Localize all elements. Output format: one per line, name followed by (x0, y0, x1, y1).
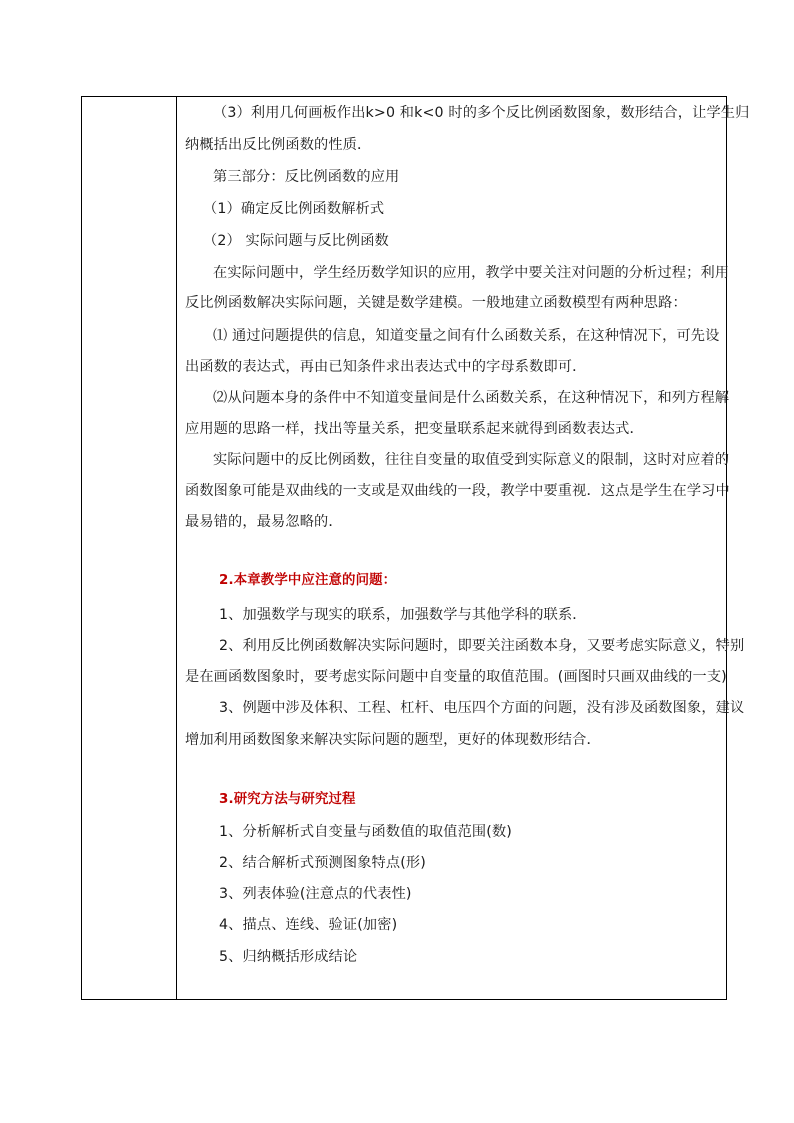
text-line: 4、描点、连线、验证(加密) (219, 917, 398, 933)
text-line: 3、例题中涉及体积、工程、杠杆、电压四个方面的问题，没有涉及函数图象，建议 (219, 700, 745, 716)
section-heading: 3.研究方法与研究过程 (219, 792, 356, 807)
text-line: （1）确定反比例函数解析式 (203, 201, 385, 217)
table-left-column (82, 97, 177, 999)
text-line: 增加利用函数图象来解决实际问题的题型，更好的体现数形结合． (185, 732, 601, 748)
text-line: 3、列表体验(注意点的代表性) (219, 886, 412, 902)
text-line: 1、分析解析式自变量与函数值的取值范围(数) (219, 824, 512, 840)
text-line: 实际问题中的反比例函数，往往自变量的取值受到实际意义的限制，这时对应着的 (213, 452, 730, 468)
text-line: 出函数的表达式，再由已知条件求出表达式中的字母系数即可． (185, 359, 587, 375)
text-line: （3）利用几何画板作出k>0 和k<0 时的多个反比例函数图象，数形结合，让学生归 (213, 105, 750, 121)
text-line: 在实际问题中，学生经历数学知识的应用，教学中要关注对问题的分析过程；利用 (213, 265, 730, 281)
text-line: 反比例函数解决实际问题，关键是数学建模。一般地建立函数模型有两种思路： (185, 295, 687, 311)
text-line: 第三部分：反比例函数的应用 (213, 169, 400, 185)
text-line: 最易错的，最易忽略的． (185, 514, 343, 530)
section-heading: 2.本章教学中应注意的问题： (219, 573, 397, 588)
text-line: 5、归纳概括形成结论 (219, 949, 358, 965)
text-line: 是在画函数图象时，要考虑实际问题中自变量的取值范围。(画图时只画双曲线的一支) (185, 669, 727, 685)
lesson-table (81, 96, 750, 1000)
text-line: 应用题的思路一样，找出等量关系，把变量联系起来就得到函数表达式． (185, 421, 644, 437)
text-line: 函数图象可能是双曲线的一支或是双曲线的一段，教学中要重视．这点是学生在学习中 (185, 483, 730, 499)
text-line: ⑴ 通过问题提供的信息，知道变量之间有什么函数关系，在这种情况下，可先设 (213, 328, 720, 344)
text-line: （2） 实际问题与反比例函数 (203, 233, 389, 249)
text-line: 纳概括出反比例函数的性质． (185, 137, 372, 153)
text-line: 1、加强数学与现实的联系，加强数学与其他学科的联系． (219, 607, 587, 623)
text-line: 2、结合解析式预测图象特点(形) (219, 855, 426, 871)
text-line: 2、利用反比例函数解决实际问题时，即要关注函数本身，又要考虑实际意义，特别 (219, 638, 745, 654)
text-line: ⑵从问题本身的条件中不知道变量间是什么函数关系，在这种情况下，和列方程解 (213, 390, 730, 406)
